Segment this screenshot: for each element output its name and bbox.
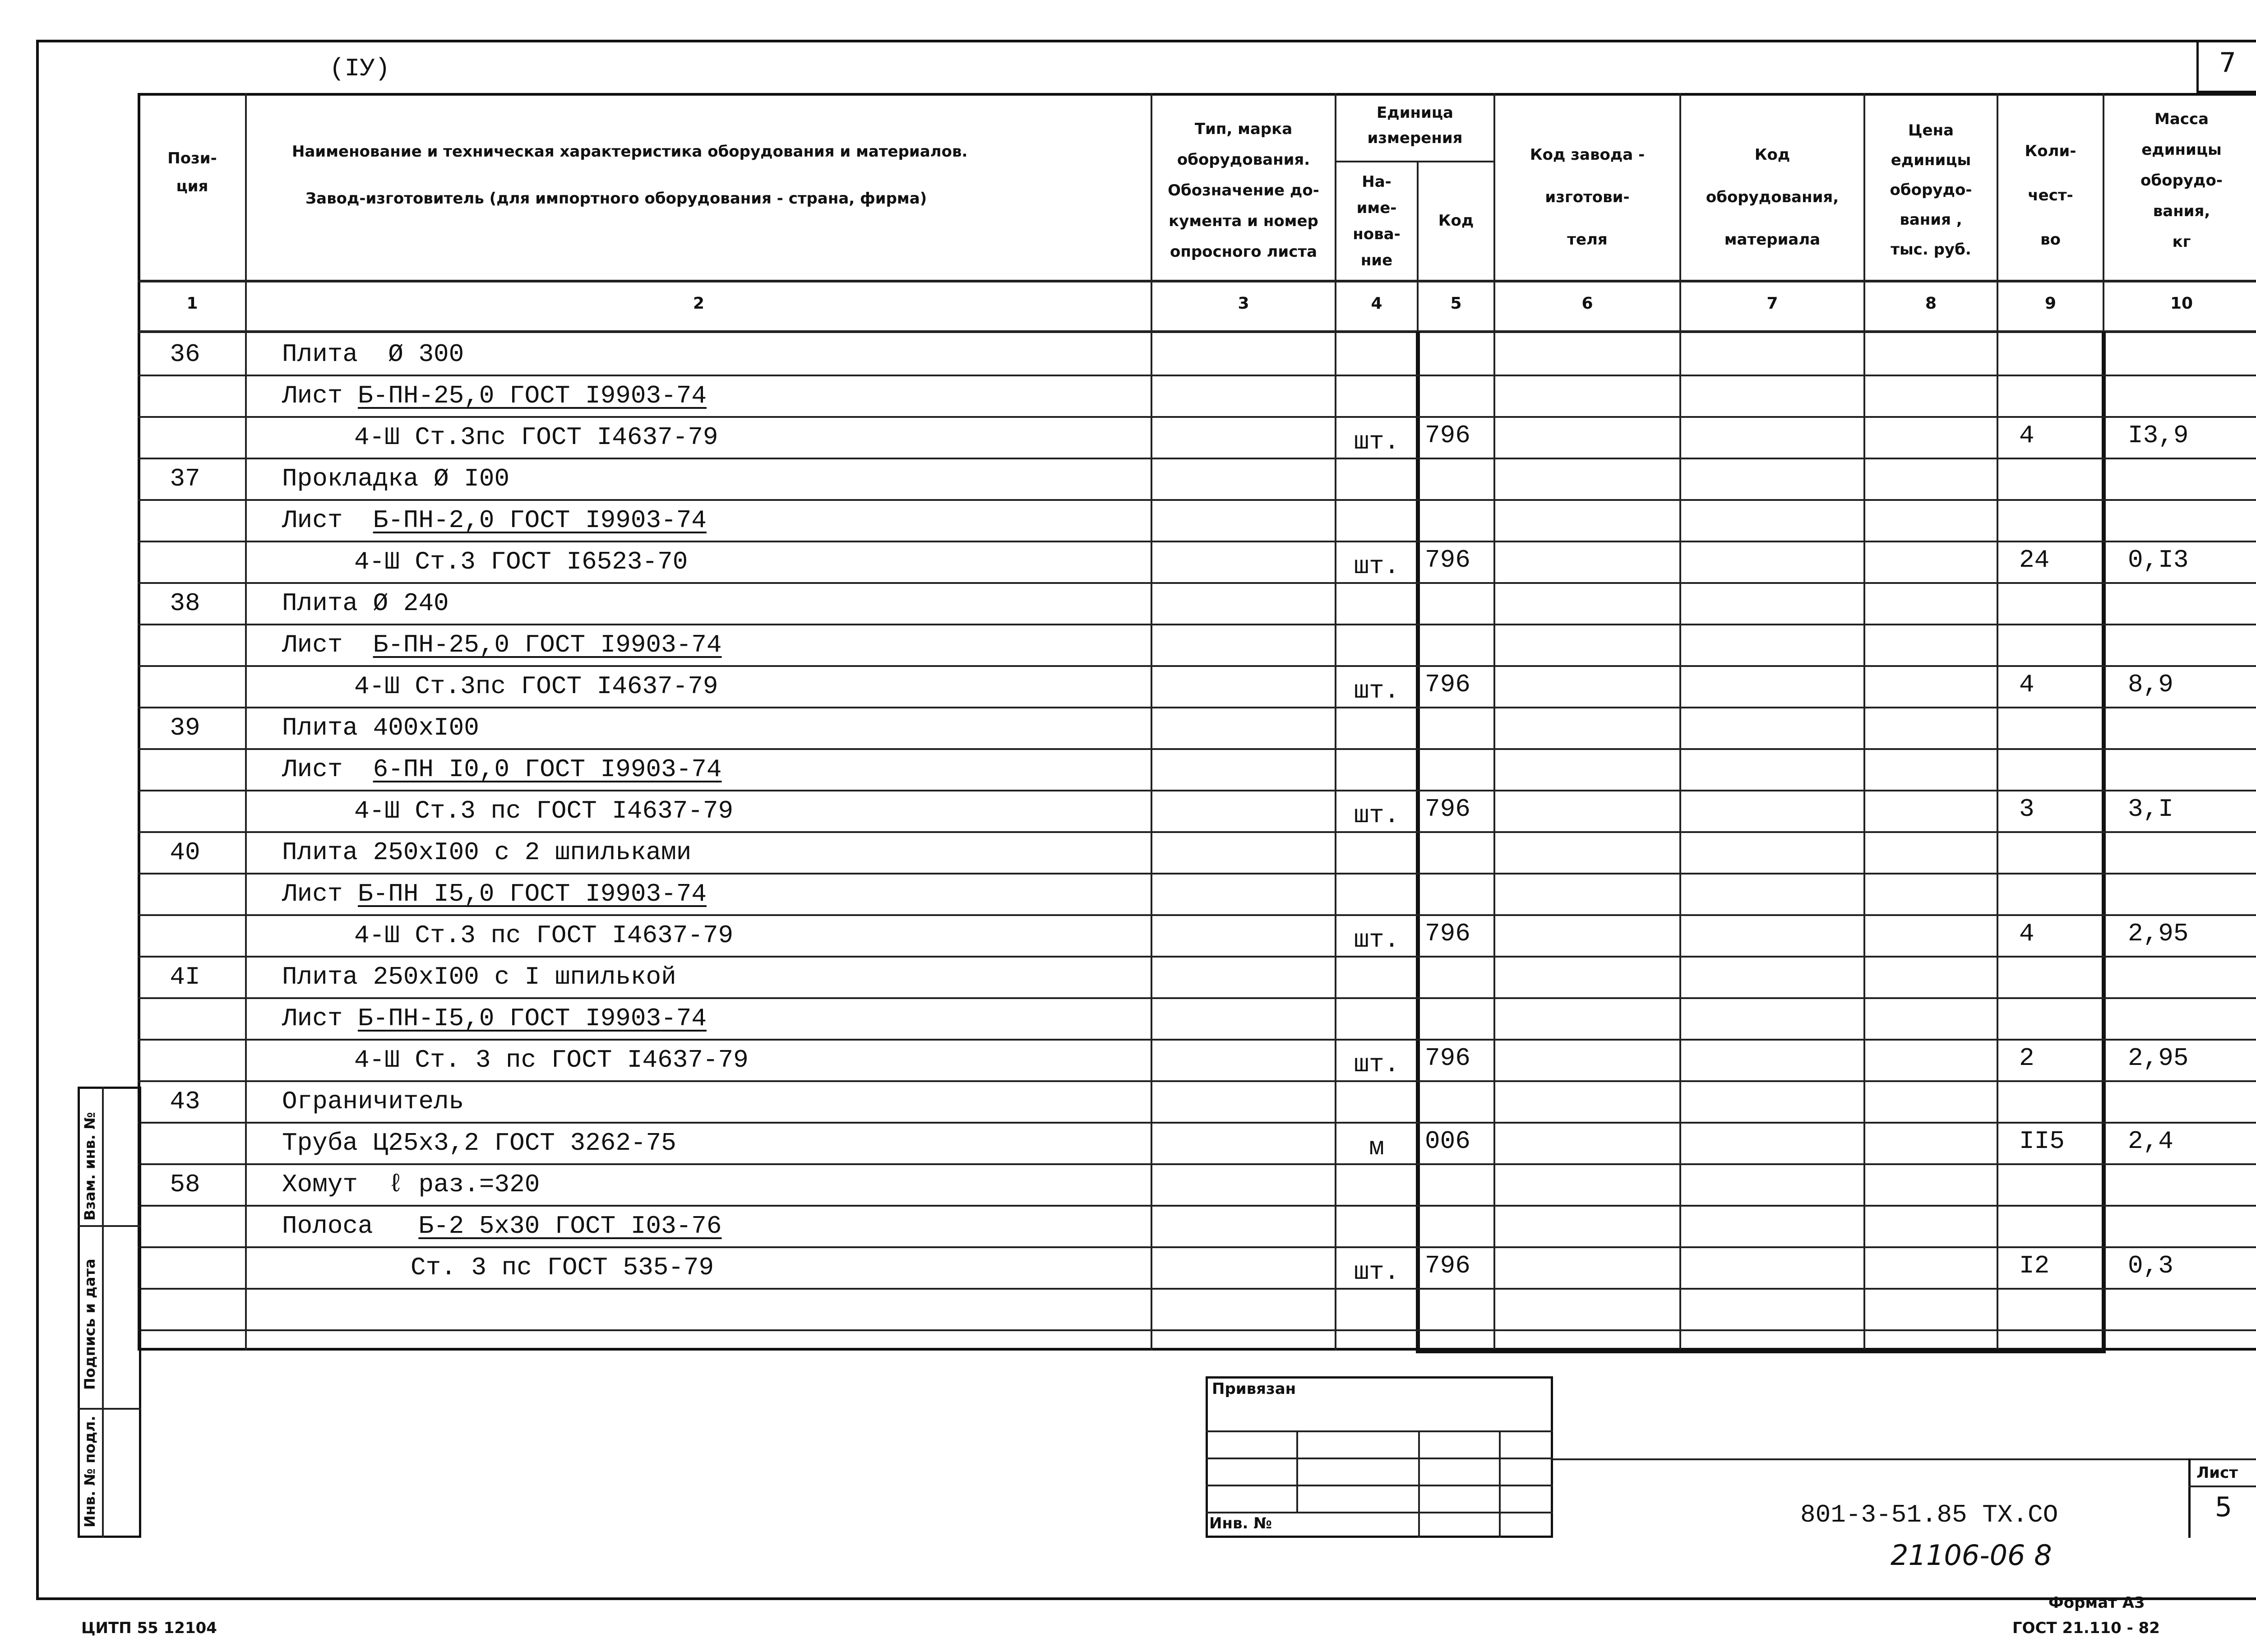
name-underlined: Б-ПН-25,0 ГОСТ I9903-74 [358, 381, 707, 410]
name-prefix: Полоса [282, 1212, 419, 1240]
document-code: 801-3-51.85 ТХ.СО [1800, 1500, 2058, 1529]
thick-right [2102, 332, 2106, 1353]
unit-cell: шт. [1354, 676, 1400, 705]
name-cell: Плита 250хI00 с I шпилькой [282, 963, 676, 991]
row-line [138, 541, 2256, 542]
row-line [138, 790, 2256, 791]
col-line-1 [245, 93, 247, 1351]
unit-cell: шт. [1354, 801, 1400, 830]
header-position: Пози- ция [167, 149, 217, 195]
handwritten-number: 21106-06 8 [1891, 1539, 2052, 1572]
code-cell: 796 [1425, 546, 1470, 574]
section-label: (IУ) [329, 54, 390, 83]
name-cell: 4-Ш Ст. 3 пс ГОСТ I4637-79 [354, 1046, 749, 1074]
side-stamp-line1 [78, 1225, 141, 1227]
code-cell: 796 [1425, 670, 1470, 699]
col-line-6 [1679, 93, 1681, 1351]
name-underlined: Б-ПН-25,0 ГОСТ I9903-74 [373, 630, 722, 659]
name-cell: 4-Ш Ст.3 ГОСТ I6523-70 [354, 547, 688, 576]
position-cell: 37 [170, 464, 200, 493]
row-line [138, 665, 2256, 667]
name-underlined: Б-ПН I5,0 ГОСТ I9903-74 [358, 879, 707, 908]
unit-group-line [1335, 161, 1493, 162]
row-line [138, 707, 2256, 708]
colnum-7: 7 [1766, 294, 1778, 313]
corner-number: 7 [2219, 47, 2237, 79]
header-type: Тип, марка оборудования. Обозначение до- кумента и номер опросного листа [1168, 120, 1319, 261]
col-line-8 [1997, 93, 1998, 1351]
colnum-2: 2 [693, 294, 705, 313]
row-line [138, 914, 2256, 916]
privyazan-line3 [1206, 1485, 1553, 1486]
quantity-cell: 4 [2019, 421, 2034, 450]
footer-format: Формат А3 [2048, 1594, 2145, 1612]
row-line [138, 873, 2256, 875]
quantity-cell: 24 [2019, 546, 2050, 574]
unit-cell: шт. [1354, 427, 1400, 456]
position-cell: 58 [170, 1170, 200, 1199]
inv-no-label: Инв. № [1209, 1514, 1272, 1532]
row-line [138, 1246, 2256, 1248]
side-label-podpis: Подпись и дата [81, 1259, 98, 1390]
privyazan-line2 [1206, 1458, 1553, 1459]
quantity-cell: 2 [2019, 1044, 2034, 1073]
unit-cell: шт. [1354, 552, 1400, 581]
header-unit-code: Код [1438, 212, 1474, 230]
side-stamp-divider [102, 1087, 104, 1538]
row-line [138, 1288, 2256, 1290]
code-cell: 796 [1425, 795, 1470, 824]
row-line [138, 748, 2256, 750]
position-cell: 36 [170, 340, 200, 369]
position-cell: 39 [170, 713, 200, 742]
privyazan-vline2 [1418, 1430, 1420, 1538]
mass-cell: 8,9 [2128, 670, 2173, 699]
position-cell: 43 [170, 1087, 200, 1116]
header-unit-group: Единица измерения [1367, 104, 1463, 147]
sheet-label: Лист [2196, 1464, 2238, 1482]
name-cell: Плита 400хI00 [282, 713, 479, 742]
colnum-8: 8 [1925, 294, 1937, 313]
name-underlined: 6-ПН I0,0 ГОСТ I9903-74 [373, 755, 722, 784]
header-factory-code: Код завода - изготови- теля [1530, 146, 1645, 249]
thick-left [1416, 332, 1420, 1353]
name-prefix: Лист [282, 879, 358, 908]
row-line [138, 956, 2256, 958]
code-cell: 006 [1425, 1127, 1470, 1156]
mass-cell: 0,3 [2128, 1251, 2173, 1280]
bottom-block-rightline [1552, 1458, 2256, 1460]
name-prefix: Лист [282, 381, 358, 410]
code-cell: 796 [1425, 421, 1470, 450]
quantity-cell: 4 [2019, 670, 2034, 699]
header-name-line2: Завод-изготовитель (для импортного оборудования - страна, фирма) [305, 190, 927, 208]
position-cell: 4I [170, 963, 200, 991]
row-line [138, 375, 2256, 376]
sheet-number: 5 [2214, 1491, 2233, 1523]
header-unit-name: На- име- нова- ние [1353, 173, 1401, 269]
header-bottom-line [138, 280, 2256, 282]
col-line-2 [1151, 93, 1152, 1351]
colnum-3: 3 [1238, 294, 1249, 313]
footer-gost: ГОСТ 21.110 - 82 [2012, 1619, 2160, 1637]
row-line [138, 1329, 2256, 1331]
header-mass: Масса единицы оборудо- вания, кг [2140, 110, 2223, 251]
unit-cell: шт. [1354, 1258, 1400, 1286]
mass-cell: 2,95 [2128, 1044, 2189, 1073]
code-cell: 796 [1425, 1251, 1470, 1280]
col-line-5 [1493, 93, 1495, 1351]
unit-cell: м [1369, 1133, 1384, 1162]
name-prefix: Лист [282, 1004, 358, 1033]
name-underlined: Б-2 5х30 ГОСТ I03-76 [418, 1212, 722, 1240]
colnum-10: 10 [2170, 294, 2193, 313]
header-price: Цена единицы оборудо- вания , тыс. руб. [1890, 121, 1972, 259]
name-cell: Хомут ℓ раз.=320 [282, 1170, 540, 1199]
header-quantity: Коли- чест- во [2025, 142, 2076, 249]
colnum-5: 5 [1450, 294, 1462, 313]
col-line-7 [1863, 93, 1865, 1351]
name-cell: 4-Ш Ст.3пс ГОСТ I4637-79 [354, 672, 718, 701]
name-cell: Ст. 3 пс ГОСТ 535-79 [411, 1253, 714, 1282]
colnum-6: 6 [1581, 294, 1593, 313]
header-name-line1: Наименование и техническая характеристика оборудования и материалов. [292, 143, 968, 161]
mass-cell: I3,9 [2128, 421, 2189, 450]
colnum-1: 1 [186, 294, 198, 313]
mass-cell: 2,4 [2128, 1127, 2173, 1156]
colnum-bottom-line [138, 330, 2256, 333]
name-cell: Ограничитель [282, 1087, 464, 1116]
row-line [138, 1039, 2256, 1041]
row-line [138, 1163, 2256, 1165]
name-prefix: Лист [282, 506, 373, 535]
row-line [138, 499, 2256, 501]
privyazan-vline3 [1499, 1430, 1501, 1538]
side-label-inv: Инв. № подл. [81, 1416, 98, 1527]
mass-cell: 0,I3 [2128, 546, 2189, 574]
name-prefix: Лист [282, 755, 373, 784]
position-cell: 40 [170, 838, 200, 867]
row-line [138, 624, 2256, 625]
unit-cell: шт. [1354, 925, 1400, 954]
colnum-9: 9 [2044, 294, 2057, 313]
row-line [138, 1122, 2256, 1124]
name-cell: Прокладка Ø I00 [282, 464, 510, 493]
row-line [138, 997, 2256, 999]
footer-left: ЦИТП 55 12104 [81, 1619, 217, 1637]
row-line [138, 416, 2256, 418]
side-stamp-line2 [78, 1408, 141, 1410]
name-cell: Плита Ø 240 [282, 589, 449, 618]
code-cell: 796 [1425, 919, 1470, 948]
privyazan-line1 [1206, 1430, 1553, 1432]
row-line [138, 1205, 2256, 1207]
side-label-vzam: Взам. инв. № [81, 1112, 98, 1221]
name-prefix: Лист [282, 630, 373, 659]
name-cell: 4-Ш Ст.3 пс ГОСТ I4637-79 [354, 796, 734, 825]
mass-cell: 3,I [2128, 795, 2173, 824]
row-line [138, 1080, 2256, 1082]
privyazan-box [1206, 1376, 1553, 1538]
name-cell: Труба Ц25х3,2 ГОСТ 3262-75 [282, 1129, 676, 1157]
position-cell: 38 [170, 589, 200, 618]
quantity-cell: II5 [2019, 1127, 2065, 1156]
mass-cell: 2,95 [2128, 919, 2189, 948]
name-underlined: Б-ПН-I5,0 ГОСТ I9903-74 [358, 1004, 707, 1033]
name-cell: 4-Ш Ст.3 пс ГОСТ I4637-79 [354, 921, 734, 950]
quantity-cell: I2 [2019, 1251, 2050, 1280]
name-cell: 4-Ш Ст.3пс ГОСТ I4637-79 [354, 423, 718, 452]
sheet-number-line [2188, 1485, 2256, 1487]
row-line [138, 582, 2256, 584]
header-equipment-code: Код оборудования, материала [1706, 146, 1839, 249]
quantity-cell: 3 [2019, 795, 2034, 824]
code-cell: 796 [1425, 1044, 1470, 1073]
row-line [138, 458, 2256, 459]
row-line [138, 831, 2256, 833]
name-cell: Плита 250хI00 с 2 шпильками [282, 838, 692, 867]
privyazan-label: Привязан [1212, 1380, 1296, 1398]
name-cell: Плита Ø 300 [282, 340, 464, 369]
unit-cell: шт. [1354, 1050, 1400, 1079]
privyazan-vline1 [1296, 1430, 1298, 1512]
privyazan-line4 [1206, 1512, 1553, 1513]
thick-bottom [1416, 1349, 2106, 1353]
colnum-4: 4 [1371, 294, 1382, 313]
name-underlined: Б-ПН-2,0 ГОСТ I9903-74 [373, 506, 707, 535]
quantity-cell: 4 [2019, 919, 2034, 948]
